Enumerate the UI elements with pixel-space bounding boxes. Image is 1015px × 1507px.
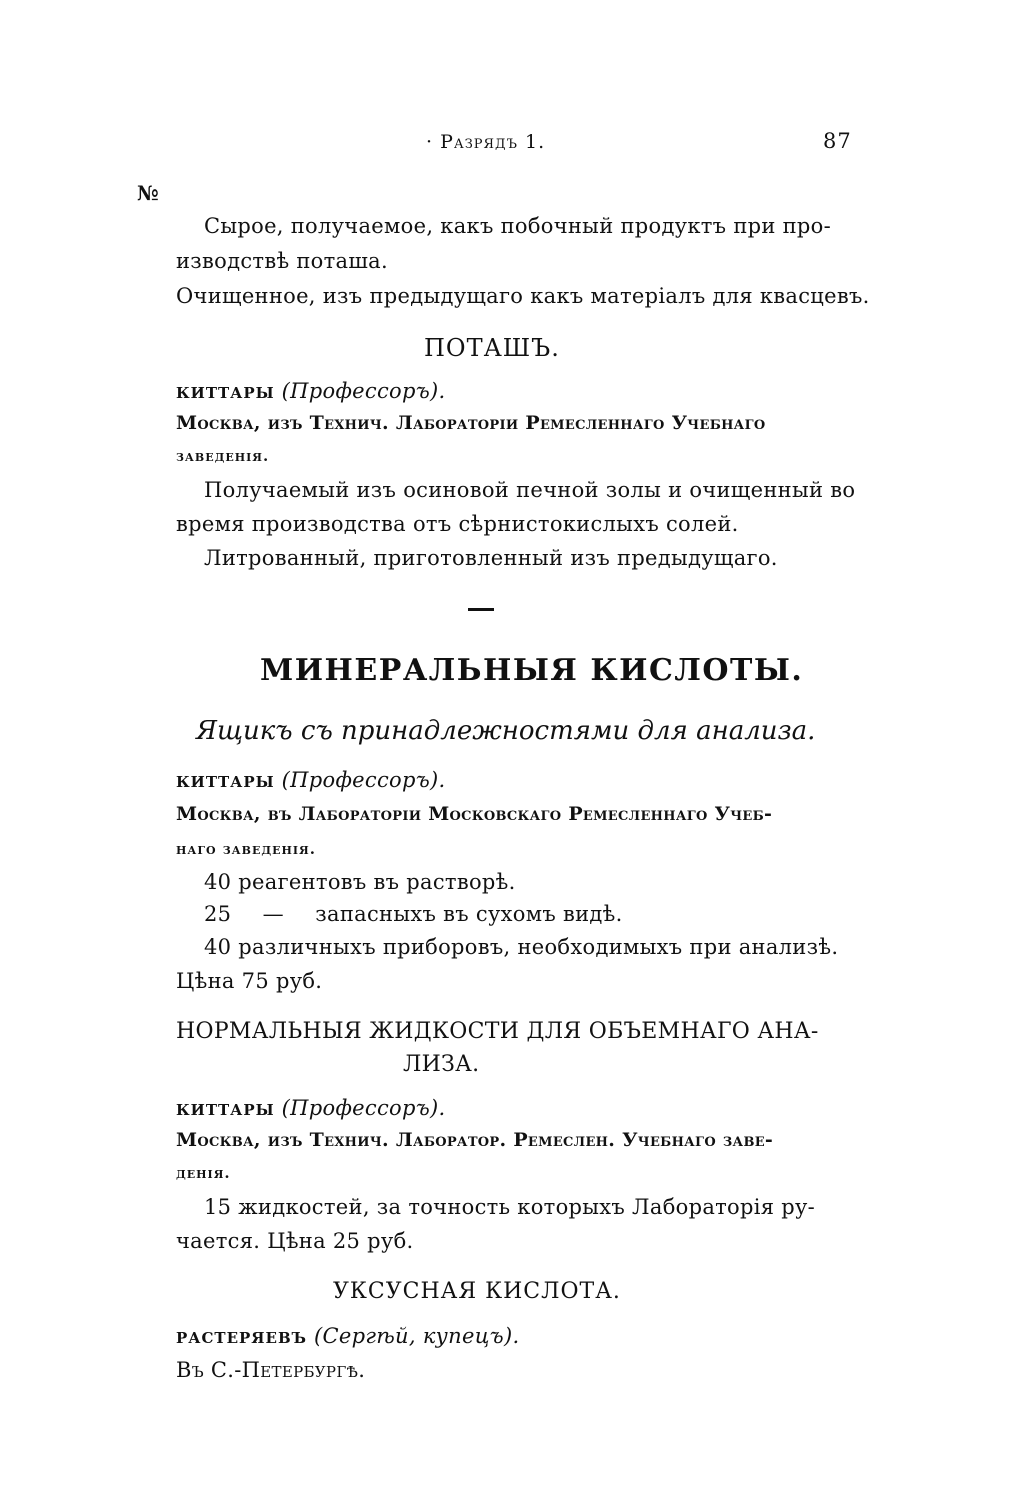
exhibitor-role: (Профессоръ). xyxy=(281,379,446,403)
exhibitor-name: КИТТАРЫ xyxy=(176,1101,275,1119)
potash-desc-1: Получаемый изъ осиновой печной золы и очищенный во xyxy=(204,478,856,502)
normal-desc-2: чается. Цѣна 25 руб. xyxy=(176,1229,414,1253)
acetic-heading: УКСУСНАЯ КИСЛОТА. xyxy=(333,1279,621,1304)
exhibitor-name: КИТТАРЫ xyxy=(176,773,275,791)
normal-exhibitor-line xyxy=(176,1096,446,1120)
box-price: Цѣна 75 руб. xyxy=(176,969,323,993)
box-item-3: 40 различныхъ приборовъ, необходимыхъ при анализѣ. xyxy=(204,935,839,959)
intro-line-3: Очищенное, изъ предыдущаго какъ матеріалъ для квасцевъ. xyxy=(176,284,870,308)
potash-exhibitor-line xyxy=(176,379,446,403)
acetic-origin: Въ С.-Петербургѣ. xyxy=(176,1358,366,1382)
intro-line-1: Сырое, получаемое, какъ побочный продуктъ при про- xyxy=(204,214,832,238)
normal-desc-1: 15 жидкостей, за точность которыхъ Лабораторія ру- xyxy=(204,1195,816,1219)
exhibitor-role: (Профессоръ). xyxy=(281,1096,446,1120)
running-title: · Разрядъ 1. xyxy=(426,131,546,153)
ditto-dash: — xyxy=(262,902,284,926)
exhibitor-name: РАСТЕРЯЕВЪ xyxy=(176,1329,307,1347)
potash-desc-3: Литрованный, приготовленный изъ предыдущаго. xyxy=(204,546,778,570)
normal-origin-1: Москва, изъ Технич. Лаборатор. Ремеслен. Учебнаго заве- xyxy=(176,1129,774,1151)
potash-origin-2: заведенія. xyxy=(176,447,270,465)
section-divider xyxy=(468,608,494,611)
normal-heading-1: НОРМАЛЬНЫЯ ЖИДКОСТИ ДЛЯ ОБЪЕМНАГО АНА- xyxy=(176,1019,819,1044)
number-sign: № xyxy=(137,181,159,205)
normal-origin-2: денія. xyxy=(176,1164,231,1182)
potash-heading: ПОТАШЪ. xyxy=(424,334,560,362)
box-origin-1: Москва, въ Лабораторіи Московскаго Ремесленнаго Учеб- xyxy=(176,803,773,825)
exhibitor-name: КИТТАРЫ xyxy=(176,384,275,402)
acetic-exhibitor-line xyxy=(176,1324,519,1348)
potash-origin-1: Москва, изъ Технич. Лабораторіи Ремесленнаго Учебнаго xyxy=(176,412,766,434)
exhibitor-role: (Профессоръ). xyxy=(281,768,446,792)
potash-desc-2: время производства отъ сѣрнистокислыхъ солей. xyxy=(176,512,739,536)
box-item-1: 40 реагентовъ въ растворѣ. xyxy=(204,870,516,894)
box-origin-2: наго заведенія. xyxy=(176,840,316,858)
intro-line-2: изводствѣ поташа. xyxy=(176,249,388,273)
box-exhibitor-line xyxy=(176,768,446,792)
section-title: МИНЕРАЛЬНЫЯ КИСЛОТЫ. xyxy=(260,653,804,688)
item-text: запасныхъ въ сухомъ видѣ. xyxy=(315,902,623,926)
page-number: 87 xyxy=(823,129,852,153)
item-count: 25 xyxy=(204,902,232,926)
box-item-2 xyxy=(204,902,623,926)
normal-heading-2: ЛИЗА. xyxy=(403,1052,480,1077)
exhibitor-role: (Сергѣй, купецъ). xyxy=(313,1324,520,1348)
section-subtitle: Ящикъ съ принадлежностями для анализа. xyxy=(196,716,816,746)
